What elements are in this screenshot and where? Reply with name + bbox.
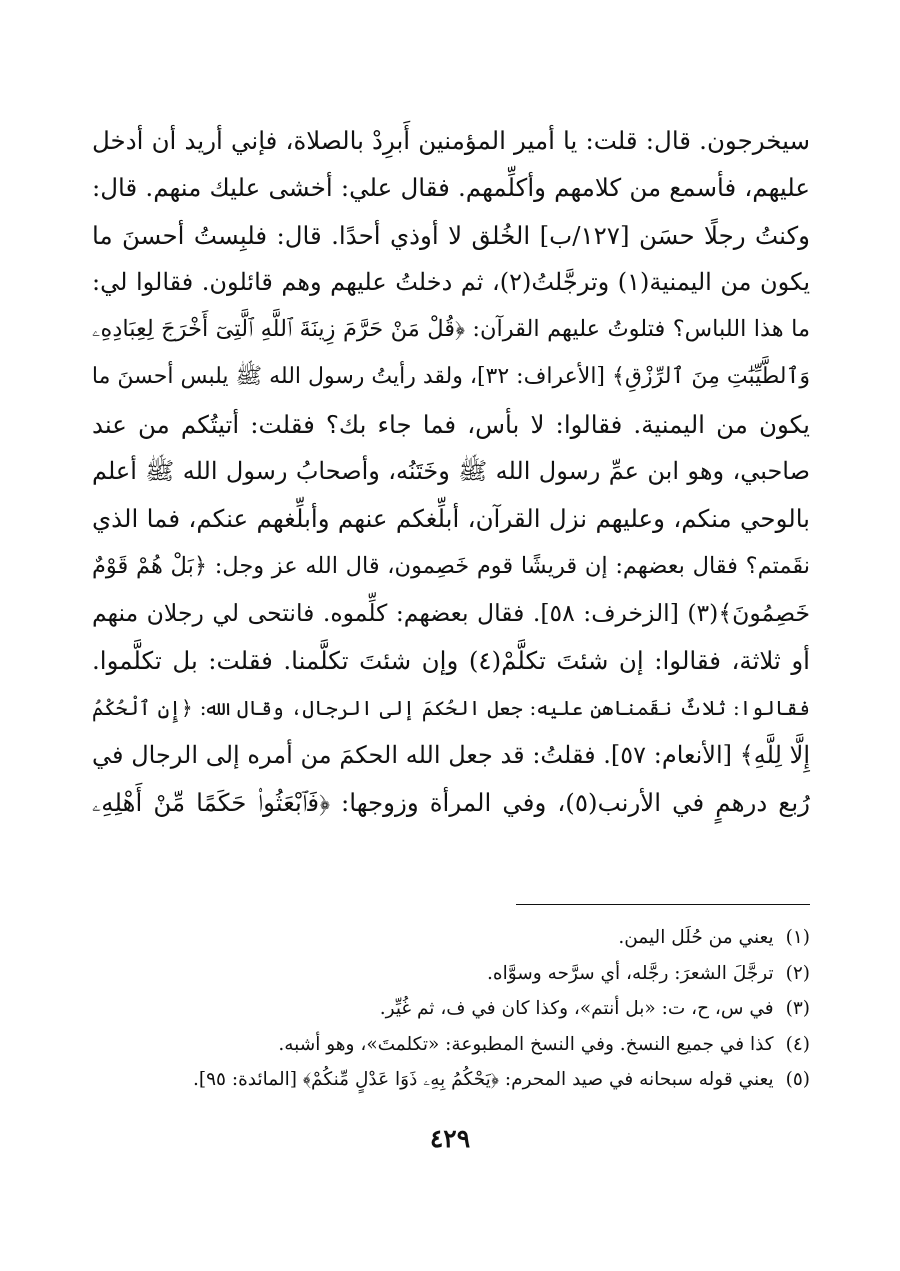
footnote-number: (٤) [785,1033,810,1055]
footnote-text: يعني قوله سبحانه في صيد المحرم: ﴿يَحْكُمُ بِهِۦ ذَوَا عَدْلٍ مِّنكُمْ﴾ [المائدة: ٩٥]. [192,1069,774,1090]
text-line: بالوحي منكم، وعليهم نزل القرآن، أبلِّغكم عنهم وأبلِّغهم عنكم، فما الذي [92,504,810,534]
text-line: صاحبي، وهو ابن عمِّ رسول الله ﷺ وخَتَنُه، وأصحابُ رسول الله ﷺ أعلم [92,457,810,486]
text-line: ما هذا اللباس؟ فتلوتُ عليهم القرآن: ﴿قُلْ مَنْ حَرَّمَ زِينَةَ ٱللَّهِ ٱلَّتِىٓ أَخْرَجَ لِعِبَادِهِۦ [92,316,810,343]
footnote-text: في س، ح، ت: «بل أنتم»، وكذا كان في ف، ثم غُيِّر. [379,998,774,1019]
text-line: نقَمتم؟ فقال بعضهم: إن قريشًا قوم خَصِمون، قال الله عز وجل: ﴿بَلْ هُمْ قَوْمٌ [92,552,810,579]
text-line: رُبع درهمٍ في الأرنب(٥)، وفي المرأة وزوجها: ﴿فَٱبْعَثُوا۟ حَكَمًا مِّنْ أَهْلِهِۦ [92,788,810,818]
footnotes [120,920,810,1098]
footnote-text: ترجَّلَ الشعرَ: رجَّله، أي سرَّحه وسوَّاه. [487,962,774,984]
text-line: سيخرجون. قال: قلت: يا أمير المؤمنين أَبرِدْ بالصلاة، فإني أريد أن أدخل [92,126,810,155]
footnote-text: كذا في جميع النسخ. وفي النسخ المطبوعة: «تكلمتَ»، وهو أشبه. [278,1033,774,1055]
footnote-text: يعني من حُلَل اليمن. [618,927,774,948]
text-line: يكون من اليمنية(١) وترجَّلتُ(٢)، ثم دخلتُ عليهم وهم قائلون. فقالوا لي: [92,267,811,296]
page-number: ٤٢٩ [429,1124,471,1153]
footnote [120,920,810,956]
text-line: يكون من اليمنية. فقالوا: لا بأس، فما جاء بك؟ فقلت: أتيتُكم من عند [92,409,810,439]
footnote [120,1027,810,1063]
footnote-number: (٢) [785,962,810,984]
text-line: عليهم، فأسمع من كلامهم وأكلِّمهم. فقال علي: أخشى عليك منهم. قال: [92,173,810,203]
footnote-number: (٥) [785,1069,810,1090]
text-line: وَٱلطَّيِّبَٰتِ مِنَ ٱلرِّزْقِ﴾ [الأعراف: ٣٢]، ولقد رأيتُ رسول الله ﷺ يلبس أحسنَ ما [91,364,810,390]
text-line: أو ثلاثة، فقالوا: إن شئتَ تكلَّمْ(٤) وإن شئتَ تكلَّمنا. فقلت: بل تكلَّموا. [92,646,810,676]
text-line: خَصِمُونَ﴾(٣) [الزخرف: ٥٨]. فقال بعضهم: كلِّموه. فانتحى لي رجلان منهم [92,598,810,627]
main-text-block [92,117,810,826]
text-line: وكنتُ رجلًا حسَن [١٢٧/ب] الخُلق لا أوذي أحدًا. قال: فلبِستُ أحسنَ ما [92,220,810,250]
footnote [120,1062,810,1098]
text-line: إِلَّا لِلَّهِ﴾ [الأنعام: ٥٧]. فقلتُ: قد جعل الله الحكمَ من أمره إلى الرجال في [92,740,810,769]
footnote-divider [516,904,810,905]
footnote-number: (١) [785,927,810,948]
footnote-number: (٣) [785,998,810,1019]
footnote [120,991,810,1027]
footnote [120,956,810,992]
text-line: فقالوا: ثلاثٌ نقَمناهن عليه: جعل الحُكمَ إلى الرجال، وقال الله: ﴿إِنِ ٱلْحُكْمُ [92,695,810,720]
